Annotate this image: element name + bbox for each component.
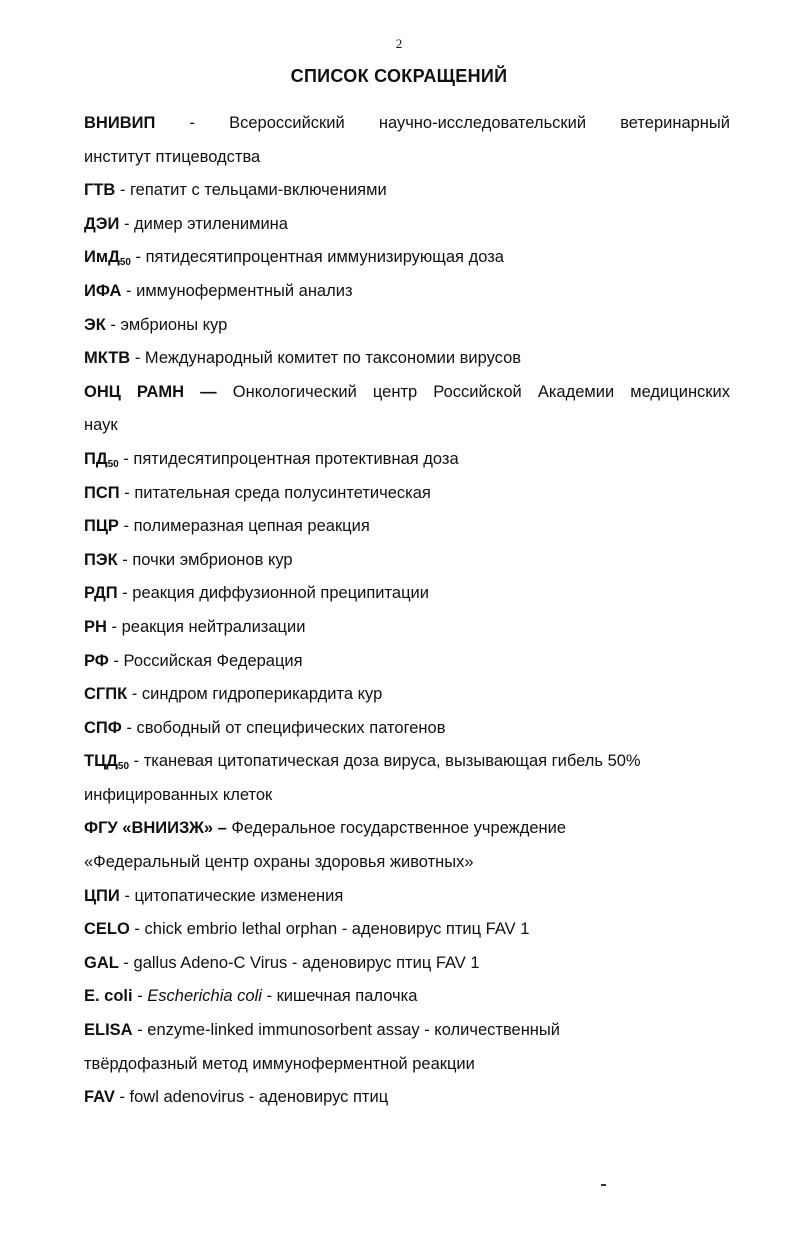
list-item: FAV - fowl adenovirus - аденовирус птиц xyxy=(84,1088,389,1107)
abbr-desc: реакция нейтрализации xyxy=(121,617,306,636)
page-title: СПИСОК СОКРАЩЕНИЙ xyxy=(290,66,508,86)
page-number: 2 xyxy=(395,36,403,51)
list-item-continuation: «Федеральный центр охраны здоровья животных» xyxy=(84,853,474,872)
list-item: РН - реакция нейтрализации xyxy=(84,617,306,636)
abbr-desc: реакция диффузионной преципитации xyxy=(132,584,429,603)
list-item: РДП - реакция диффузионной преципитации xyxy=(84,584,429,603)
list-item: ИмД$_{50}$ - пятидесятипроцентная иммунизирующая доза xyxy=(84,248,504,269)
abbr-term: РДП xyxy=(84,584,118,603)
abbr-term: ИмД$_{50}$ xyxy=(84,248,131,269)
list-item: ПЭК - почки эмбрионов кур xyxy=(84,550,293,569)
abbr-term: FAV xyxy=(84,1088,115,1107)
list-item: СПФ - свободный от специфических патогенов xyxy=(84,718,446,737)
abbr-term: ПЦР xyxy=(84,517,119,536)
list-item: E. coli - Escherichia coli - кишечная палочка xyxy=(84,987,418,1006)
list-item: ПЦР - полимеразная цепная реакция xyxy=(84,517,370,536)
abbr-desc: chick embrio lethal orphan - аденовирус птиц FAV 1 xyxy=(144,920,530,939)
abbr-desc: gallus Adeno-C Virus - аденовирус птиц FAV 1 xyxy=(133,953,480,972)
list-item: ЦПИ - цитопатические изменения xyxy=(84,886,344,905)
abbr-desc: пятидесятипроцентная иммунизирующая доза xyxy=(145,248,504,267)
abbr-term: ДЭИ xyxy=(84,214,120,233)
abbr-desc: питательная среда полусинтетическая xyxy=(134,483,431,502)
abbr-desc: иммуноферментный анализ xyxy=(136,281,353,300)
abbr-term: GAL xyxy=(84,953,119,972)
list-item xyxy=(84,812,730,846)
abbr-term: ИФА xyxy=(84,281,122,300)
abbr-term: CELO xyxy=(84,920,130,939)
abbr-term: ПСП xyxy=(84,483,120,502)
list-item: $ПД_{50}$ - пятидесятипроцентная протективная доза xyxy=(84,449,459,470)
list-item: $ТЦД_{50}$ - тканевая цитопатическая доза вируса, вызывающая гибель 50% xyxy=(84,752,641,773)
abbr-desc: гепатит с тельцами-включениями xyxy=(130,181,387,200)
abbr-term: ОНЦ РАМН — xyxy=(84,382,217,401)
list-item: РФ - Российская Федерация xyxy=(84,651,303,670)
abbr-term: ЦПИ xyxy=(84,886,120,905)
abbr-term: ELISA xyxy=(84,1021,133,1040)
list-item: CELO - chick embrio lethal orphan - аденовирус птиц FAV 1 xyxy=(84,920,530,939)
abbr-term: $ПД_{50}$ xyxy=(84,449,119,470)
list-item: ДЭИ - димер этиленимина xyxy=(84,214,288,233)
list-item-continuation: твёрдофазный метод иммуноферментной реакции xyxy=(84,1054,475,1073)
abbr-term: СГПК xyxy=(84,685,128,704)
abbr-desc-italic: Escherichia coli xyxy=(147,987,262,1006)
abbr-desc: свободный от специфических патогенов xyxy=(136,718,446,737)
list-item: ИФА - иммуноферментный анализ xyxy=(84,281,353,300)
list-item: ELISA - enzyme-linked immunosorbent assay - количественный xyxy=(84,1021,560,1040)
abbr-desc: димер этиленимина xyxy=(134,214,288,233)
abbr-desc: почки эмбрионов кур xyxy=(132,550,293,569)
list-item: ГТВ - гепатит с тельцами-включениями xyxy=(84,181,387,200)
abbr-term: РН xyxy=(84,617,107,636)
list-item-continuation: инфицированных клеток xyxy=(84,785,273,804)
list-item: ВНИВИП - Всероссийский научно-исследовательский ветеринарный xyxy=(84,114,730,132)
list-item: СГПК - синдром гидроперикардита кур xyxy=(84,685,383,704)
abbr-term: $ТЦД_{50}$ xyxy=(84,752,130,773)
abbr-term: ПЭК xyxy=(84,550,118,569)
abbr-desc: эмбрионы кур xyxy=(120,315,228,334)
list-item: GAL - gallus Adeno-C Virus - аденовирус птиц FAV 1 xyxy=(84,953,480,972)
list-item-continuation: наук xyxy=(84,416,118,435)
abbr-term: E. coli xyxy=(84,987,133,1006)
abbr-desc: полимеразная цепная реакция xyxy=(133,517,370,536)
abbr-desc: - кишечная палочка xyxy=(261,987,418,1006)
list-item: ПСП - питательная среда полусинтетическая xyxy=(84,483,431,502)
abbr-desc: синдром гидроперикардита кур xyxy=(141,685,383,704)
abbr-desc: Онкологический центр Российской Академии медицинских xyxy=(232,382,730,401)
abbr-term: СПФ xyxy=(84,718,122,737)
list-item-continuation: институт птицеводства xyxy=(84,147,261,166)
abbr-desc: Международный комитет по таксономии вирусов xyxy=(144,349,522,368)
abbr-desc: Федеральное государственное учреждение xyxy=(231,819,567,838)
abbr-desc: тканевая цитопатическая доза вируса, вызывающая гибель 50% xyxy=(143,752,641,771)
list-item xyxy=(84,376,730,410)
scan-mark xyxy=(601,1184,606,1186)
abbr-term: РФ xyxy=(84,651,109,670)
abbr-term: ВНИВИП xyxy=(84,114,156,132)
abbr-desc: enzyme-linked immunosorbent assay - количественный xyxy=(147,1021,560,1040)
abbreviation-list xyxy=(84,107,730,1115)
list-item: ЭК - эмбрионы кур xyxy=(84,315,228,334)
abbr-desc: цитопатические изменения xyxy=(134,886,344,905)
abbr-desc: Российская Федерация xyxy=(123,651,303,670)
abbr-term: МКТВ xyxy=(84,349,131,368)
abbr-term: ГТВ xyxy=(84,181,116,200)
abbr-desc: fowl adenovirus - аденовирус птиц xyxy=(129,1088,389,1107)
abbr-desc: Всероссийский научно-исследовательский ветеринарный xyxy=(229,114,730,132)
abbr-desc: пятидесятипроцентная протективная доза xyxy=(133,449,459,468)
list-item: МКТВ - Международный комитет по таксономии вирусов xyxy=(84,349,522,368)
abbr-term: ЭК xyxy=(84,315,106,334)
abbr-term: ФГУ «ВНИИЗЖ» – xyxy=(84,819,227,838)
